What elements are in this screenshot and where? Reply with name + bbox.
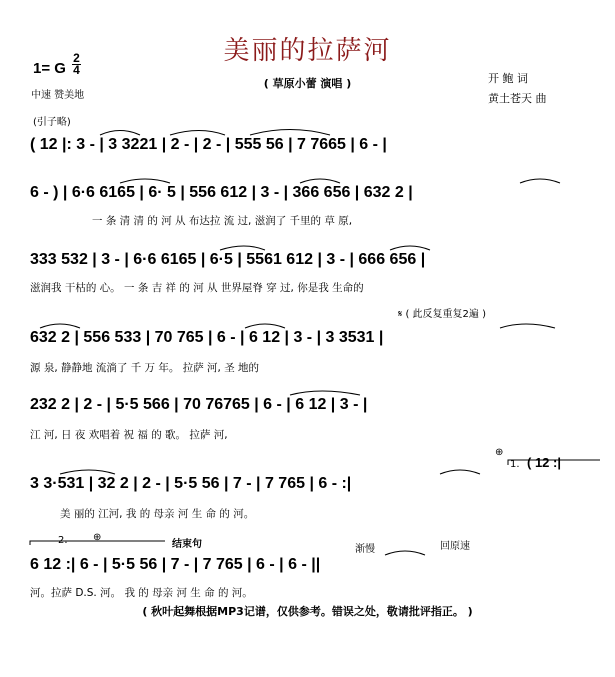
lyrics-line-7: 河。拉萨 D.S. 河。 我 的 母亲 河 生 命 的 河。 xyxy=(30,587,253,599)
volta-1-label: 1. xyxy=(510,459,520,470)
tempo-marking: 中速 赞美地 xyxy=(31,90,85,101)
tie-arc xyxy=(390,246,430,250)
score-line-7: 6 12 :| 6 - | 5·5 56 | 7 - | 7 765 | 6 - | 6 - || xyxy=(30,556,321,573)
lyricist-credit: 开 鲍 词 xyxy=(488,72,528,85)
tie-arc xyxy=(100,131,140,136)
coda-sign-top: ⊕ xyxy=(495,447,504,458)
score-line-3: 333 532 | 3 - | 6·6 6165 | 6·5 | 5561 612 | 3 - | 666 656 | xyxy=(30,251,426,268)
intro-note: (引子略) xyxy=(33,117,71,128)
tie-arc xyxy=(245,324,285,328)
lyrics-line-2: 一 条 清 清 的 河 从 布达拉 流 过, 滋润了 千里的 草 原, xyxy=(92,215,353,227)
tie-arc xyxy=(440,470,480,474)
coda-sign-bottom: ⊕ xyxy=(93,532,102,543)
a-tempo-label: 回原速 xyxy=(440,541,470,552)
lyrics-line-4: 源 泉, 静静地 流淌了 千 万 年。 拉萨 河, 圣 地的 xyxy=(30,362,260,374)
score-line-4: 632 2 | 556 533 | 70 765 | 6 - | 6 12 | 3 - | 3 3531 | xyxy=(30,329,384,346)
score-line-1: ( 12 |: 3 - | 3 3221 | 2 - | 2 - | 555 56 | 7 7665 | 6 - | xyxy=(30,136,387,153)
time-signature xyxy=(72,53,81,76)
tie-arc xyxy=(520,179,560,183)
tie-arc xyxy=(40,324,80,328)
volta-2-label: 2. xyxy=(58,535,68,546)
score-line-2: 6 - ) | 6·6 6165 | 6· 5 | 556 612 | 3 - | 366 656 | 632 2 | xyxy=(30,184,413,201)
composer-credit: 黄土苍天 曲 xyxy=(488,92,547,105)
tie-arc xyxy=(220,246,265,250)
tie-arc xyxy=(290,391,360,395)
repeat-hint: ( 12 :| xyxy=(527,455,561,470)
tie-arc xyxy=(385,551,425,555)
key-signature: 1= G xyxy=(33,60,66,77)
tie-arc xyxy=(170,131,225,136)
time-signature-bottom: 4 xyxy=(73,63,80,77)
performer-subtitle: ( 草原小蕾 演唱 ) xyxy=(263,77,352,90)
time-signature-top: 2 xyxy=(73,51,80,65)
score-line-5: 232 2 | 2 - | 5·5 566 | 70 76765 | 6 - | 6 12 | 3 - | xyxy=(30,396,368,413)
tie-arc xyxy=(120,179,170,183)
lyrics-line-6: 美 丽的 江河, 我 的 母亲 河 生 命 的 河。 xyxy=(60,508,255,520)
song-title: 美丽的拉萨河 xyxy=(223,36,392,66)
transcriber-footnote: ( 秋叶起舞根据MP3记谱，仅供参考。错误之处，敬请批评指正。 ) xyxy=(142,605,473,618)
score-line-6: 3 3·531 | 32 2 | 2 - | 5·5 56 | 7 - | 7 765 | 6 - :| xyxy=(30,475,352,492)
segno-repeat-note: 𝄋 ( 此反复重复2遍 ) xyxy=(398,309,487,320)
tie-arc xyxy=(300,179,340,183)
ending-phrase-label: 结束句 xyxy=(172,539,202,550)
tie-arc xyxy=(250,130,330,136)
lyrics-line-5: 江 河, 日 夜 欢唱着 祝 福 的 歌。 拉萨 河, xyxy=(30,429,228,441)
tie-arc xyxy=(60,470,115,474)
tie-arc xyxy=(500,324,555,328)
ritardando-label: 渐慢 xyxy=(355,544,375,555)
lyrics-line-3: 滋润我 干枯的 心。 一 条 吉 祥 的 河 从 世界屋脊 穿 过, 你是我 生命的 xyxy=(30,282,364,294)
